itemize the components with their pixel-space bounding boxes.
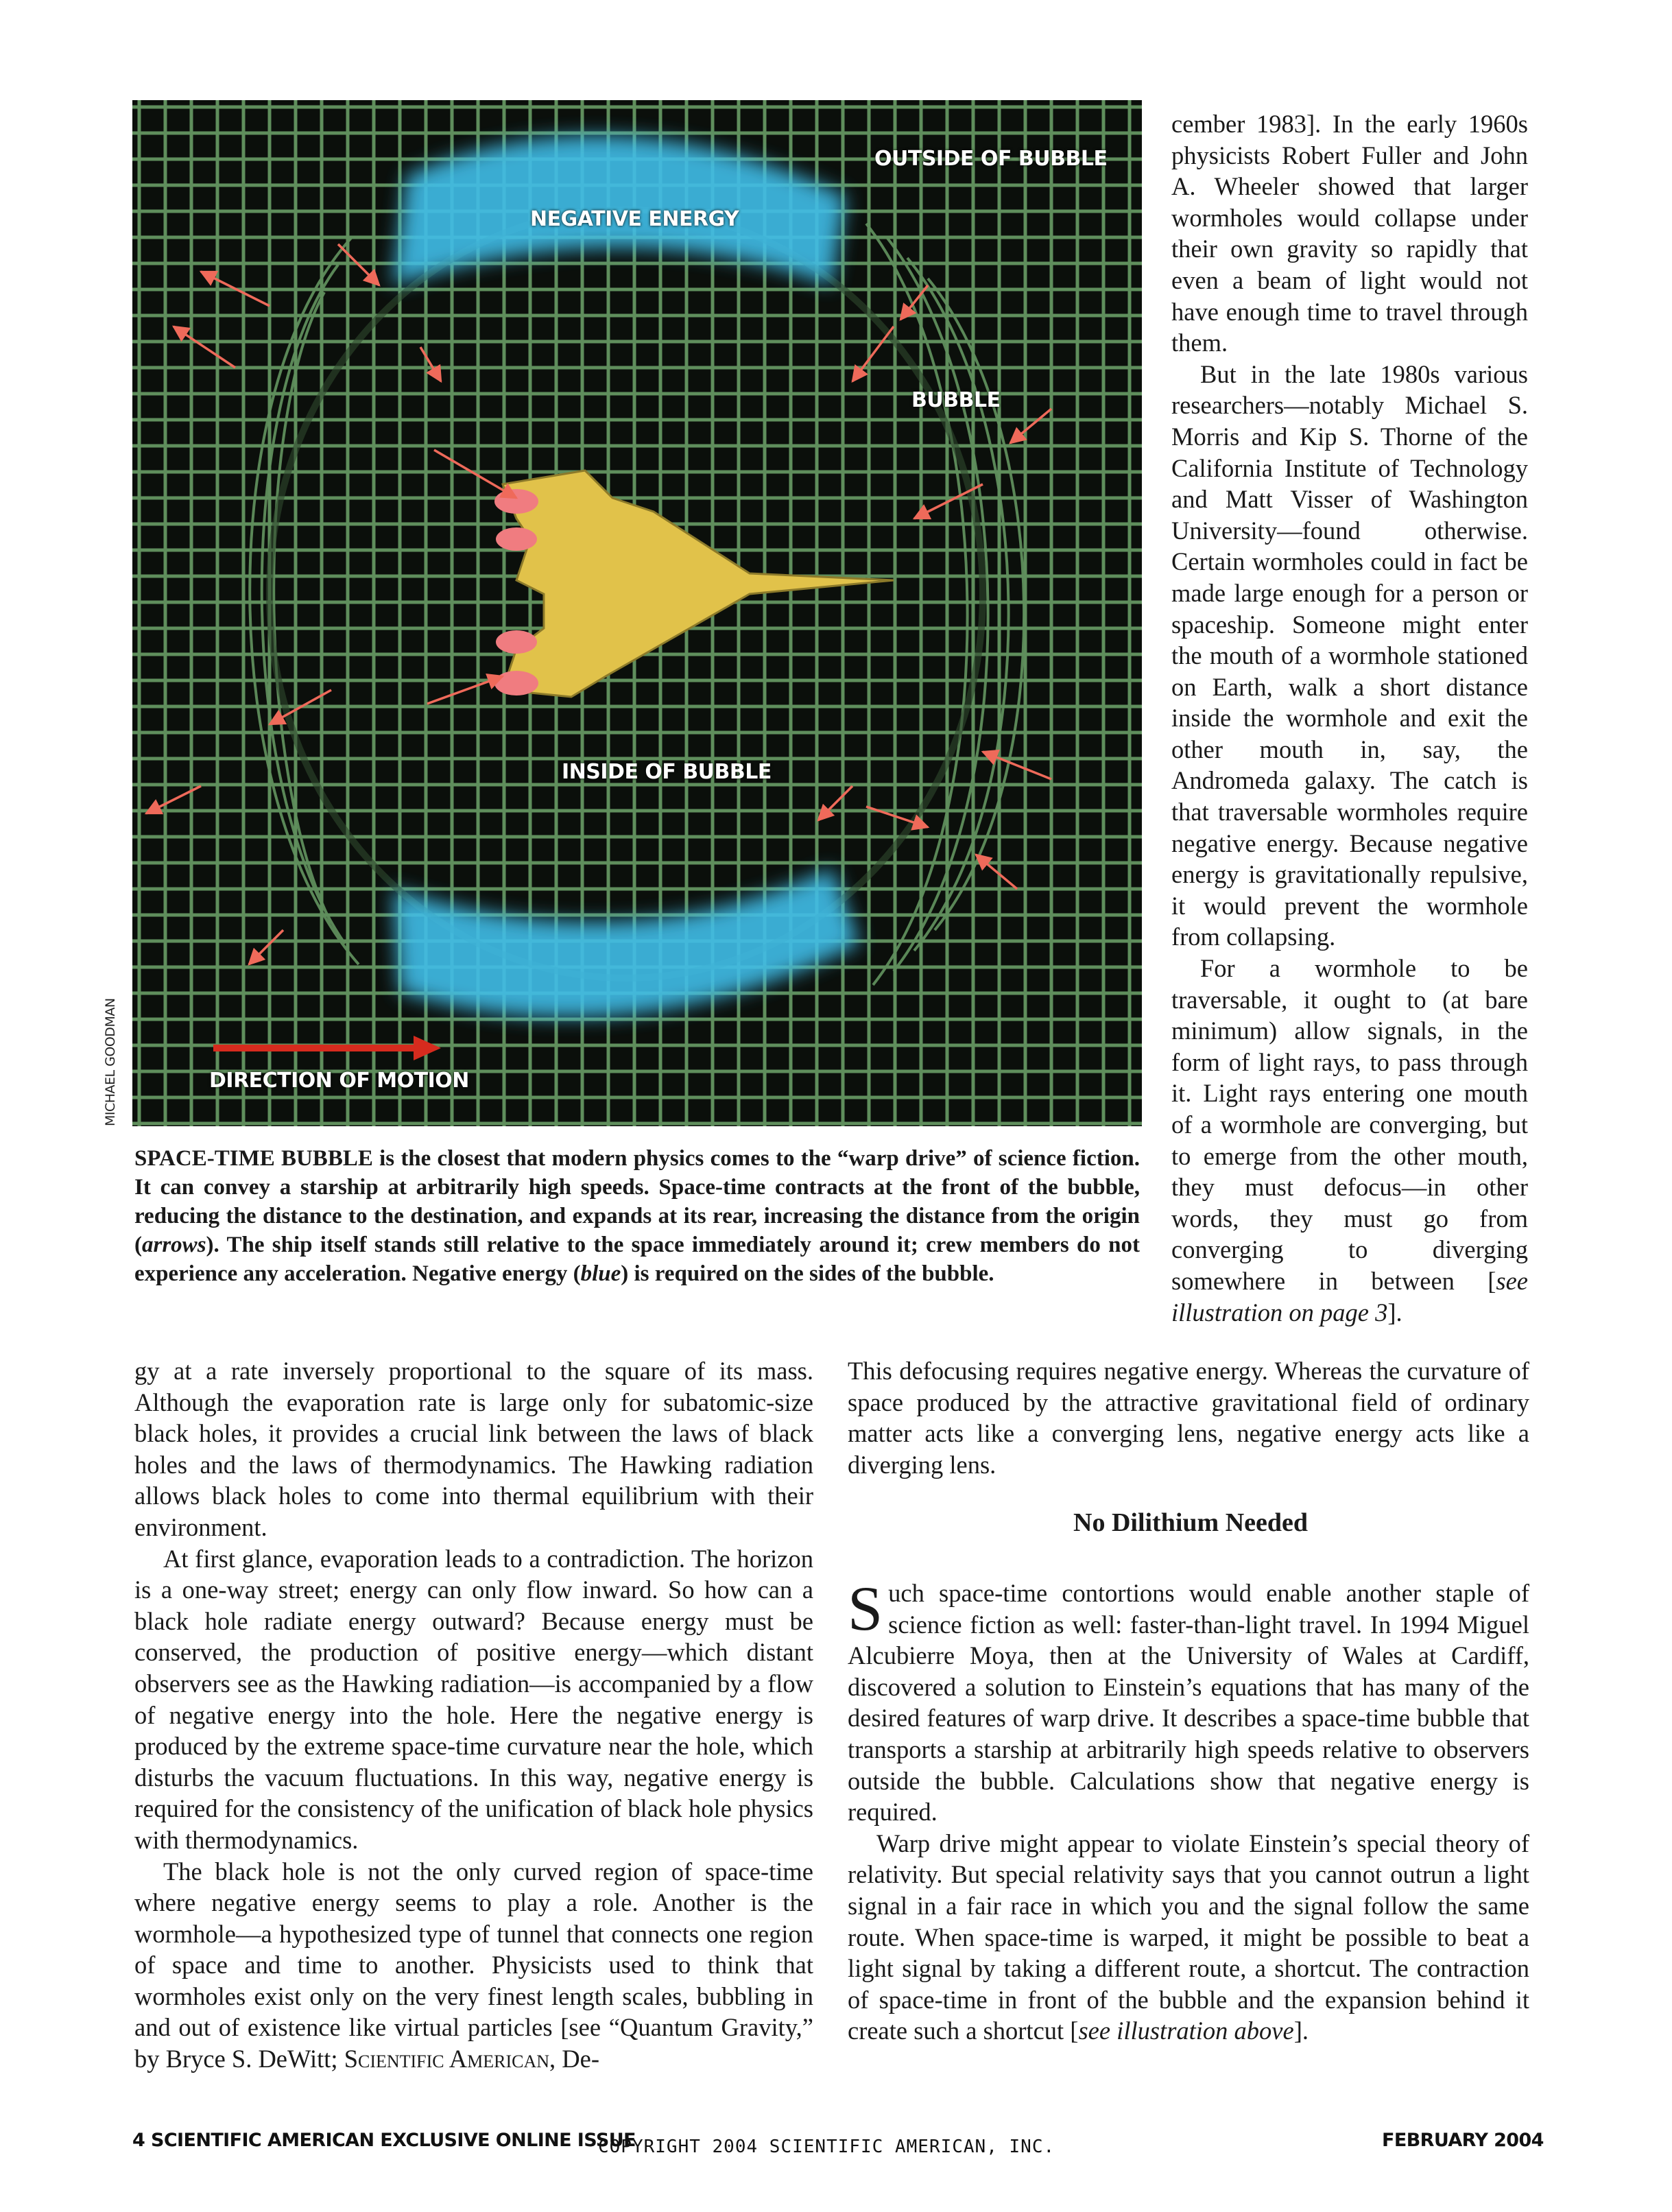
- warp-bubble-graphic: [132, 100, 1142, 1126]
- label-bubble: BUBBLE: [911, 388, 1001, 412]
- left-para-3: [134, 1856, 813, 2075]
- warp-arrow: [420, 347, 441, 381]
- left-para-3-end: , De-: [549, 2045, 599, 2073]
- right-bottom-column: [848, 1573, 1529, 2047]
- footer-date: FEBRUARY 2004: [1382, 2130, 1544, 2151]
- right-bottom-para-3-text: Warp drive might appear to violate Einstein’s special theory of relativity. But special relativity says that you cannot outrun a light signal in a fair race in which you and the signal follow the same route. When space-time is warped, it might be possible to beat a light signal by taking a different route, a shortcut. The contraction of space-time in front of the bubble and the expansion behind it create such a shortcut [: [848, 1829, 1529, 2045]
- right-top-para-3-ref: see illustration on page 3: [1171, 1266, 1528, 1327]
- warp-arrow: [249, 930, 283, 964]
- right-bottom-para-2: [848, 1573, 1529, 1828]
- right-bottom-para-1: This defocusing requires negative energy. Whereas the curvature of space produced by the attractive gravitational field of ordinary matter acts like a converging lens, negative energy acts like a diverging lens.: [848, 1357, 1529, 1479]
- label-outside-of-bubble: OUTSIDE OF BUBBLE: [874, 147, 1108, 171]
- right-bottom-column-top: [848, 1355, 1529, 1480]
- label-negative-energy: NEGATIVE ENERGY: [530, 207, 739, 231]
- right-bottom-para-3-end: ].: [1293, 2017, 1309, 2045]
- footer-left: 4 SCIENTIFIC AMERICAN EXCLUSIVE ONLINE ISSUE: [132, 2130, 636, 2151]
- caption-text-1: SPACE-TIME BUBBLE is the closest that modern physics comes to the “warp drive” of science fiction. It can convey a starship at arbitrarily high speeds. Space-time contracts at the front of the bubble, reducing the distance to the destination, and expands at its rear, increasing the distance from the origin (: [134, 1146, 1140, 1257]
- caption-blue: blue: [580, 1261, 621, 1286]
- label-direction-of-motion: DIRECTION OF MOTION: [209, 1069, 469, 1093]
- illustration-credit: MICHAEL GOODMAN: [103, 998, 118, 1126]
- caption-text-3: ) is required on the sides of the bubble.: [621, 1261, 994, 1286]
- label-inside-of-bubble: INSIDE OF BUBBLE: [562, 760, 772, 784]
- right-bottom-para-3: [848, 1828, 1529, 2047]
- right-top-para-2: But in the late 1980s various researchers—notably Michael S. Morris and Kip S. Thorne of the California Institute of Technology and Matt Visser of Washington University—found otherwise. Certain wormholes could in fact be made large enough for a person or spaceship. Someone might enter the mouth of a wormhole stationed on Earth, walk a short distance inside the wormhole and exit the other mouth in, say, the Andromeda galaxy. The catch is that traversable wormholes require negative energy. Because negative energy is gravitationally repulsive, it would prevent the wormhole from collapsing.: [1171, 359, 1528, 951]
- caption-text-2: ). The ship itself stands still relative to the space immediately around it; crew members do not experience any acceleration. Negative energy (: [134, 1233, 1140, 1286]
- right-top-para-3-end: ].: [1387, 1298, 1402, 1327]
- left-para-2: At first glance, evaporation leads to a contradiction. The horizon is a one-way street; energy can only flow inward. So how can a black hole radiate energy outward? Because energy must be conserved, the production of positive energy—which distant observers see as the Hawking radiation—is accompanied by a flow of negative energy into the hole. Here the negative energy is produced by the extreme space-time curvature near the hole, which disturbs the vacuum fluctuations. In this way, negative energy is required for the consistency of the unification of black hole physics with thermodynamics.: [134, 1544, 813, 1854]
- figure-caption: [134, 1144, 1140, 1288]
- caption-arrows: arrows: [142, 1233, 206, 1257]
- right-top-para-1: cember 1983]. In the early 1960s physicists Robert Fuller and John A. Wheeler showed that larger wormholes would collapse under their own gravity so rapidly that even a beam of light would not have enough time to travel through them.: [1171, 110, 1528, 357]
- warp-arrow: [1010, 409, 1051, 443]
- right-top-para-3: [1171, 953, 1528, 1328]
- right-top-column: [1171, 108, 1528, 1328]
- left-column: [134, 1355, 813, 2075]
- right-top-para-3-text: For a wormhole to be traversable, it ought to (at bare minimum) allow signals, in the form of light rays, to pass through it. Light rays entering one mouth of a wormhole are converging, but to emerge from the other mouth, they must defocus—in other words, they must go from converging to diverging somewhere in between [: [1171, 954, 1528, 1295]
- right-bottom-para-2-text: uch space-time contortions would enable another staple of science fiction as well: faster-than-light travel. In 1994 Miguel Alcubierre Moya, then at the University of Wales at Cardiff, discovered a solution to Einstein’s equations that has many of the desired features of warp drive. It describes a space-time bubble that transports a starship at arbitrarily high speeds relative to observers outside the bubble. Calculations show that negative energy is required.: [848, 1579, 1529, 1827]
- starship: [494, 471, 894, 697]
- warp-bubble-illustration: [132, 100, 1142, 1126]
- left-para-3-journal: Scientific American: [344, 2045, 550, 2073]
- warp-arrow: [976, 855, 1017, 889]
- left-para-3-text: The black hole is not the only curved region of space-time where negative energy seems to play a role. Another is the wormhole—a hypothesized type of tunnel that connects one region of space and time to another. Physicists used to think that wormholes exist only on the very finest length scales, bubbling in and out of existence like virtual particles [see “Quantum Gravity,” by Bryce S. DeWitt;: [134, 1857, 813, 2073]
- section-heading: No Dilithium Needed: [1073, 1508, 1308, 1537]
- drop-cap: S: [848, 1573, 883, 1643]
- warp-arrow: [852, 326, 894, 381]
- warp-arrow: [174, 326, 235, 368]
- right-bottom-para-3-ref: see illustration above: [1078, 2017, 1294, 2045]
- left-para-1: gy at a rate inversely proportional to the square of its mass. Although the evaporation rate is large only for subatomic-size black holes, it provides a crucial link between the laws of black holes and the laws of thermodynamics. The Hawking radiation allows black holes to come into thermal equilibrium with their environment.: [134, 1357, 813, 1541]
- warp-arrow: [818, 786, 852, 820]
- footer-copyright: COPYRIGHT 2004 SCIENTIFIC AMERICAN, INC.: [598, 2137, 1055, 2157]
